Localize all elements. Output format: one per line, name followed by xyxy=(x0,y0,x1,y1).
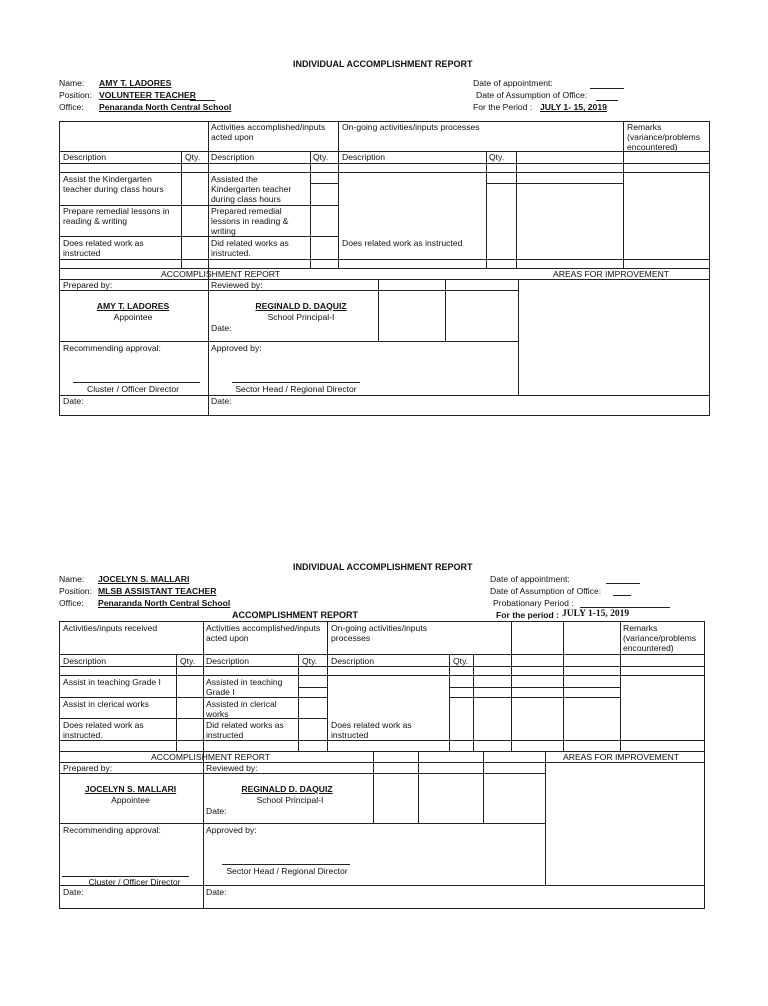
table-cell: Assisted in teaching Grade I xyxy=(206,677,283,697)
name-value: JOCELYN S. MALLARI xyxy=(98,574,190,584)
qty-header: Qty. xyxy=(302,656,318,666)
col-ongoing-header: On-going activities/inputs processes xyxy=(331,623,428,643)
cluster-label: Cluster / Officer Director xyxy=(88,877,181,887)
qty-header: Qty. xyxy=(185,152,201,162)
reviewed-by-label: Reviewed by: xyxy=(206,763,258,773)
description-header: Description xyxy=(63,656,106,666)
acc-report-label: ACCOMPLISHMENT REPORT xyxy=(161,269,281,279)
period-value: JULY 1- 15, 2019 xyxy=(540,102,607,112)
preparer-name: JOCELYN S. MALLARI xyxy=(84,784,177,794)
col-activities-header: Activities accomplished/inputs acted upon xyxy=(211,122,326,142)
table-cell: Assist in teaching Grade I xyxy=(63,677,161,687)
qty-header: Qty. xyxy=(180,656,196,666)
cluster-label: Cluster / Officer Director xyxy=(86,384,179,394)
position-label: Position: xyxy=(59,90,92,100)
acc-report-heading: ACCOMPLISHMENT REPORT xyxy=(232,610,358,620)
preparer-role: Appointee xyxy=(111,795,150,805)
table-cell: Does related work as instructed. xyxy=(63,720,144,740)
date-label: Date: xyxy=(211,323,232,333)
description-header: Description xyxy=(63,152,106,162)
sector-label: Sector Head / Regional Director xyxy=(235,384,357,394)
office-label: Office: xyxy=(59,102,84,112)
description-header: Description xyxy=(342,152,385,162)
period-value: JULY 1-15, 2019 xyxy=(562,609,630,619)
areas-label: AREAS FOR IMPROVEMENT xyxy=(553,269,670,279)
sector-label: Sector Head / Regional Director xyxy=(226,866,348,876)
assumption-label: Date of Assumption of Office: xyxy=(476,90,588,100)
table-cell: Does related work as instructed xyxy=(331,720,412,740)
qty-header: Qty. xyxy=(313,152,329,162)
name-label: Name: xyxy=(59,78,85,88)
date-label: Date: xyxy=(211,396,232,406)
reviewer-role: School Principal-I xyxy=(256,795,324,805)
assumption-label: Date of Assumption of Office: xyxy=(490,586,602,596)
appointment-label: Date of appointment: xyxy=(473,78,553,88)
position-value: VOLUNTEER TEACHER xyxy=(99,90,196,100)
prepared-by-label: Prepared by: xyxy=(63,280,113,290)
name-value: AMY T. LADORES xyxy=(99,78,172,88)
col-received-header: Activities/inputs received xyxy=(63,623,158,633)
name-label: Name: xyxy=(59,574,85,584)
table-cell: Assist in clerical works xyxy=(63,699,149,709)
probationary-label: Probationary Period : xyxy=(493,598,574,608)
reviewed-by-label: Reviewed by: xyxy=(211,280,263,290)
description-header: Description xyxy=(211,152,254,162)
qty-header: Qty. xyxy=(453,656,469,666)
table-cell: Assist the Kindergarten teacher during class hours xyxy=(63,174,164,194)
preparer-role: Appointee xyxy=(113,312,153,322)
areas-label: AREAS FOR IMPROVEMENT xyxy=(563,752,680,762)
date-label: Date: xyxy=(63,887,84,897)
table-cell: Does related work as instructed xyxy=(63,238,144,258)
period-label: For the Period : xyxy=(473,102,533,112)
col-remarks-header: Remarks (variance/problems encountered) xyxy=(627,122,701,152)
description-header: Description xyxy=(206,656,249,666)
acc-report-label: ACCOMPLISHMENT REPORT xyxy=(151,752,271,762)
date-label: Date: xyxy=(206,887,227,897)
col-remarks-header: Remarks (variance/problems encountered) xyxy=(623,623,697,653)
date-label: Date: xyxy=(206,806,227,816)
reviewer-role: School Principal-I xyxy=(267,312,335,322)
office-value: Penaranda North Central School xyxy=(98,598,231,608)
date-label: Date: xyxy=(63,396,84,406)
office-label: Office: xyxy=(59,598,84,608)
table-cell: Assisted in clerical works xyxy=(206,699,277,719)
table-cell: Did related works as instructed. xyxy=(211,238,289,258)
preparer-name: AMY T. LADORES xyxy=(96,301,170,311)
recommending-label: Recommending approval: xyxy=(63,825,161,835)
recommending-label: Recommending approval: xyxy=(63,343,161,353)
office-value: Penaranda North Central School xyxy=(99,102,232,112)
approved-by-label: Approved by: xyxy=(206,825,257,835)
table-cell: Did related works as instructed xyxy=(206,720,284,740)
prepared-by-label: Prepared by: xyxy=(63,763,113,773)
report-title: INDIVIDUAL ACCOMPLISHMENT REPORT xyxy=(293,59,473,69)
col-ongoing-header: On-going activities/inputs processes xyxy=(342,122,480,132)
table-cell: Does related work as instructed xyxy=(342,238,463,248)
report-title: INDIVIDUAL ACCOMPLISHMENT REPORT xyxy=(293,562,473,572)
table-cell: Assisted the Kindergarten teacher during class hours xyxy=(211,174,292,204)
approved-by-label: Approved by: xyxy=(211,343,262,353)
qty-header: Qty. xyxy=(489,152,505,162)
reviewer-name: REGINALD D. DAQUIZ xyxy=(241,784,333,794)
period-label: For the period : xyxy=(496,610,560,620)
reviewer-name: REGINALD D. DAQUIZ xyxy=(255,301,347,311)
appointment-label: Date of appointment: xyxy=(490,574,570,584)
position-label: Position: xyxy=(59,586,92,596)
col-activities-header: Activities accomplished/inputs acted upon xyxy=(206,623,321,643)
description-header: Description xyxy=(331,656,374,666)
table-cell: Prepared remedial lessons in reading & writing xyxy=(211,206,289,236)
table-cell: Prepare remedial lessons in reading & writing xyxy=(63,206,170,226)
position-value: MLSB ASSISTANT TEACHER xyxy=(98,586,217,596)
